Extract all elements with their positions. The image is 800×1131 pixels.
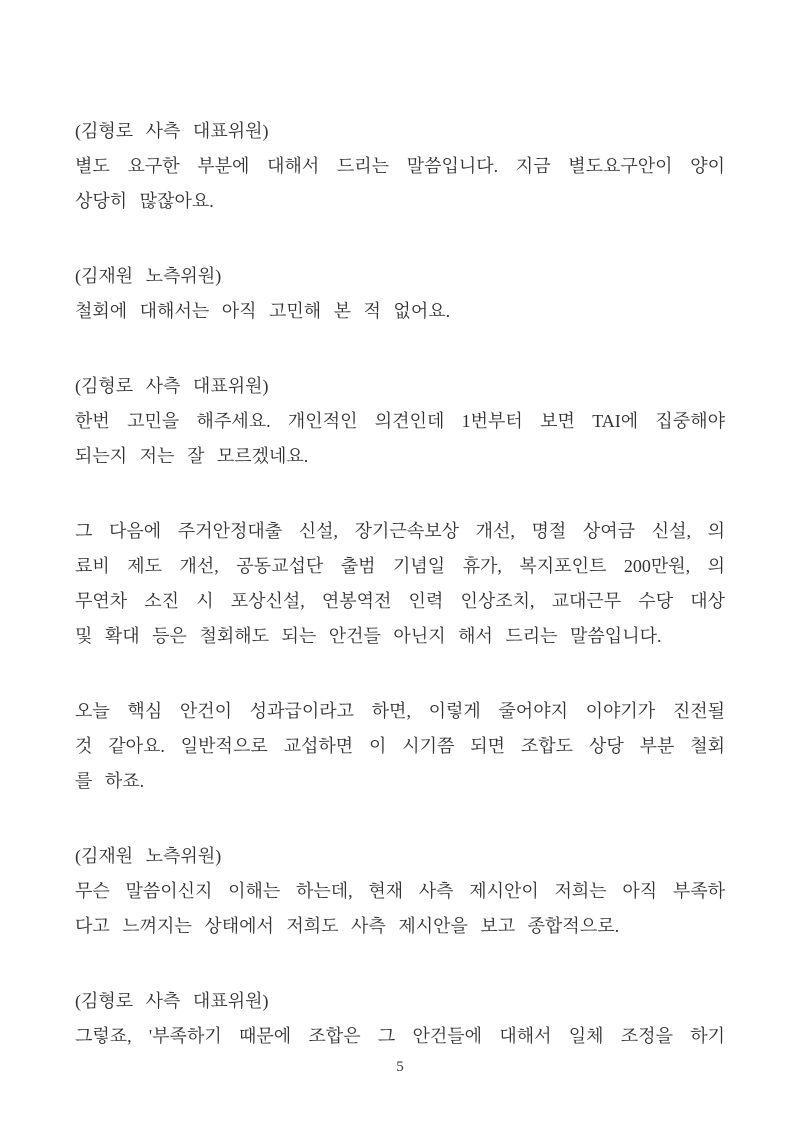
- transcript-content: [75, 114, 725, 1054]
- speech-block-2: [75, 259, 725, 329]
- transcript-line: 오늘 핵심 안건이 성과급이라고 하면, 이렇게 줄어야지 이야기가 진전될: [75, 701, 725, 721]
- transcript-line: 료비 제도 개선, 공동교섭단 출범 기념일 휴가, 복지포인트 200만원, 의: [75, 556, 725, 576]
- speech-block-4: [75, 514, 725, 654]
- transcript-line: 한번 고민을 해주세요. 개인적인 의견인데 1번부터 보면 TAI에 집중해야: [75, 411, 725, 431]
- transcript-line: 상당히 많잖아요.: [75, 191, 214, 211]
- speech-block-5: [75, 694, 725, 799]
- page-number: 5: [396, 1059, 404, 1075]
- speaker-label: (김재원 노측위원): [75, 846, 222, 866]
- transcript-line: 것 같아요. 일반적으로 교섭하면 이 시기쯤 되면 조합도 상당 부분 철회: [75, 736, 725, 756]
- transcript-line: 를 하죠.: [75, 771, 145, 791]
- speech-block-7: [75, 984, 725, 1054]
- speech-block-6: [75, 839, 725, 944]
- transcript-line: 그 다음에 주거안정대출 신설, 장기근속보상 개선, 명절 상여금 신설, 의: [75, 521, 725, 541]
- transcript-line: 그렇죠, '부족하기 때문에 조합은 그 안건들에 대해서 일체 조정을 하기: [75, 1026, 725, 1046]
- speaker-label: (김형로 사측 대표위원): [75, 376, 269, 396]
- transcript-line: 되는지 저는 잘 모르겠네요.: [75, 446, 309, 466]
- transcript-line: 다고 느껴지는 상태에서 저희도 사측 제시안을 보고 종합적으로.: [75, 916, 620, 936]
- speaker-label: (김재원 노측위원): [75, 266, 222, 286]
- transcript-line: 무연차 소진 시 포상신설, 연봉역전 인력 인상조치, 교대근무 수당 대상: [75, 591, 725, 611]
- speaker-label: (김형로 사측 대표위원): [75, 121, 269, 141]
- speaker-label: (김형로 사측 대표위원): [75, 991, 269, 1011]
- transcript-line: 별도 요구한 부분에 대해서 드리는 말씀입니다. 지금 별도요구안이 양이: [75, 156, 725, 176]
- transcript-line: 무슨 말씀이신지 이해는 하는데, 현재 사측 제시안이 저희는 아직 부족하: [75, 881, 725, 901]
- transcript-line: 철회에 대해서는 아직 고민해 본 적 없어요.: [75, 301, 451, 321]
- speech-block-1: [75, 114, 725, 219]
- transcript-line: 및 확대 등은 철회해도 되는 안건들 아닌지 해서 드리는 말씀입니다.: [75, 626, 662, 646]
- speech-block-3: [75, 369, 725, 474]
